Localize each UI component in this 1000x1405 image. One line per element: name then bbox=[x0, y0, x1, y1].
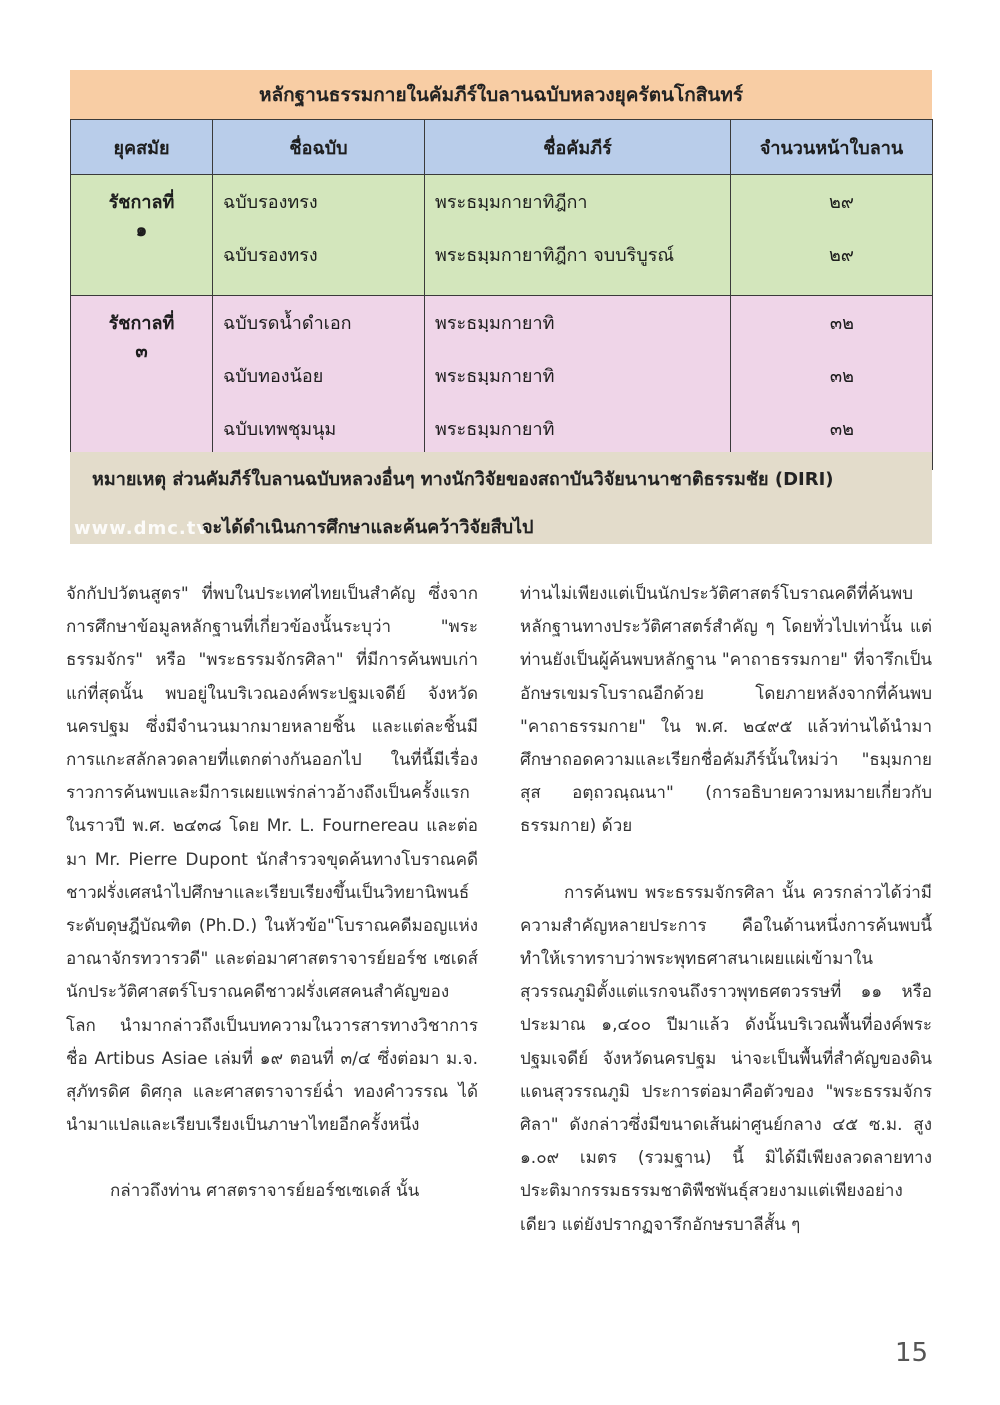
era-label: รัชกาลที่ bbox=[108, 313, 175, 334]
body-paragraph: กล่าวถึงท่าน ศาสตราจารย์ยอร์ชเซเดส์ นั้น bbox=[110, 1181, 420, 1202]
edition-name: ฉบับเทพชุมนุม bbox=[223, 419, 337, 440]
era-cell bbox=[71, 175, 213, 296]
edition-name: ฉบับรองทรง bbox=[223, 192, 318, 213]
body-paragraph: การค้นพบ พระธรรมจักรศิลา นั้น ควรกล่าวได้ว่ามีความสำคัญหลายประการ คือในด้านหนึ่งการค้นพบนี้ทำให้เราทราบว่าพระพุทธศาสนาเผยแผ่เข้ามาในสุวรรณภูมิตั้งแต่แรกจนถึงราวพุทธศตวรรษที่ ๑๑ หรือประมาณ ๑,๔๐๐ ปีมาแล้ว ดังนั้นบริเวณพื้นที่องค์พระปฐมเจดีย์ จังหวัดนครปฐม น่าจะเป็นพื้นที่สำคัญของดินแดนสุวรรณภูมิ ประการต่อมาคือตัวของ "พระธรรมจักรศิลา" ดังกล่าวซึ่งมีขนาดเส้นผ่าศูนย์กลาง ๔๕ ซ.ม. สูง ๑.๐๙ เมตร (รวมฐาน) นี้ มิได้มีเพียงลวดลายทางประติมากรรมธรรมชาติพืชพันธุ์สวยงามแต่เพียงอย่างเดียว แต่ยังปรากฏจารึกอักษรบาลีสั้น ๆ bbox=[520, 882, 932, 1235]
table-note bbox=[70, 452, 932, 544]
table-title: หลักฐานธรรมกายในคัมภีร์ใบลานฉบับหลวงยุครัตนโกสินทร์ bbox=[70, 70, 932, 120]
scripture-name: พระธมฺมกายาทิ bbox=[435, 419, 555, 440]
era-cell bbox=[71, 296, 213, 470]
era-label: รัชกาลที่ bbox=[108, 192, 175, 213]
right-column bbox=[520, 578, 932, 1242]
note-line: จะได้ดำเนินการศึกษาและค้นคว้าวิจัยสืบไป bbox=[202, 517, 534, 538]
evidence-table bbox=[70, 119, 933, 470]
body-paragraph: จักกัปปวัตนสูตร" ที่พบในประเทศไทยเป็นสำคัญ ซึ่งจากการศึกษาข้อมูลหลักฐานที่เกี่ยวข้องนั้นระบุว่า "พระธรรมจักร" หรือ "พระธรรมจักรศิลา" ที่มีการค้นพบเก่าแก่ที่สุดนั้น พบอยู่ในบริเวณองค์พระปฐมเจดีย์ จังหวัดนครปฐม ซึ่งมีจำนวนมากมายหลายชิ้น และแต่ละชิ้นมีการแกะสลักลวดลายที่แตกต่างกันออกไป ในที่นี้มีเรื่องราวการค้นพบและมีการเผยแพร่กล่าวอ้างถึงเป็นครั้งแรกในราวปี พ.ศ. ๒๔๓๘ โดย Mr. L. Fournereau และต่อมา Mr. Pierre Dupont นักสำรวจขุดค้นทางโบราณคดีชาวฝรั่งเศสนำไปศึกษาและเรียบเรียงขึ้นเป็นวิทยานิพนธ์ระดับดุษฎีบัณฑิต (Ph.D.) ในหัวข้อ"โบราณคดีมอญแห่งอาณาจักรทวารวดี" และต่อมาศาสตราจารย์ยอร์ช เซเดส์ นักประวัติศาสตร์โบราณคดีชาวฝรั่งเศสคนสำคัญของโลก นำมากล่าวถึงเป็นบทความในวารสารทางวิชาการชื่อ Artibus Asiae เล่มที่ ๑๙ ตอนที่ ๓/๔ ซึ่งต่อมา ม.จ. สุภัทรดิศ ดิศกุล และศาสตราจารย์ฉ่ำ ทองคำวรรณ ได้นำมาแปลและเรียบเรียงเป็นภาษาไทยอีกครั้งหนึ่ง bbox=[66, 584, 478, 1136]
era-number: ๓ bbox=[135, 341, 148, 362]
left-column bbox=[66, 578, 478, 1209]
watermark: www.dmc.tv bbox=[74, 518, 210, 539]
header-scripture: ชื่อคัมภีร์ bbox=[425, 120, 731, 175]
note-line: หมายเหตุ ส่วนคัมภีร์ใบลานฉบับหลวงอื่นๆ ทางนักวิจัยของสถาบันวิจัยนานาชาติธรรมชัย (DIRI) bbox=[92, 469, 834, 490]
table-header-row bbox=[71, 120, 933, 175]
scripture-name: พระธมฺมกายาทิฎีกา จบบริบูรณ์ bbox=[435, 245, 675, 266]
pages-cell bbox=[731, 296, 933, 470]
edition-cell bbox=[213, 296, 425, 470]
table-row-group-reign-1 bbox=[71, 175, 933, 296]
table-row-group-reign-3 bbox=[71, 296, 933, 470]
header-era: ยุคสมัย bbox=[71, 120, 213, 175]
page-count: ๒๙ bbox=[828, 245, 854, 266]
scripture-name: พระธมฺมกายาทิ bbox=[435, 366, 555, 387]
header-pages: จำนวนหน้าใบลาน bbox=[731, 120, 933, 175]
pages-cell bbox=[731, 175, 933, 296]
edition-name: ฉบับรองทรง bbox=[223, 245, 318, 266]
header-edition: ชื่อฉบับ bbox=[213, 120, 425, 175]
page-count: ๓๒ bbox=[829, 366, 854, 387]
evidence-figure bbox=[70, 70, 932, 544]
edition-name: ฉบับทองน้อย bbox=[223, 366, 324, 387]
scripture-cell bbox=[425, 175, 731, 296]
scripture-name: พระธมฺมกายาทิฎีกา bbox=[435, 192, 588, 213]
body-paragraph: ท่านไม่เพียงแต่เป็นนักประวัติศาสตร์โบราณคดีที่ค้นพบหลักฐานทางประวัติศาสตร์สำคัญ ๆ โดยทั่วไปเท่านั้น แต่ท่านยังเป็นผู้ค้นพบหลักฐาน "คาถาธรรมกาย" ที่จารึกเป็นอักษรเขมรโบราณอีกด้วย โดยภายหลังจากที่ค้นพบ "คาถาธรรมกาย" ใน พ.ศ. ๒๔๙๕ แล้วท่านได้นำมาศึกษาถอดความและเรียกชื่อคัมภีร์นั้นใหม่ว่า "ธมฺมกายสุส อตฺถวณฺณนา" (การอธิบายความหมายเกี่ยวกับธรรมกาย) ด้วย bbox=[520, 584, 932, 837]
page-count: ๒๙ bbox=[828, 192, 854, 213]
page-count: ๓๒ bbox=[829, 419, 854, 440]
scripture-name: พระธมฺมกายาทิ bbox=[435, 313, 555, 334]
page-number: 15 bbox=[895, 1338, 929, 1368]
scripture-cell bbox=[425, 296, 731, 470]
page-count: ๓๒ bbox=[829, 313, 854, 334]
edition-name: ฉบับรดน้ำดำเอก bbox=[223, 313, 352, 334]
edition-cell bbox=[213, 175, 425, 296]
era-number: ๑ bbox=[135, 220, 148, 241]
